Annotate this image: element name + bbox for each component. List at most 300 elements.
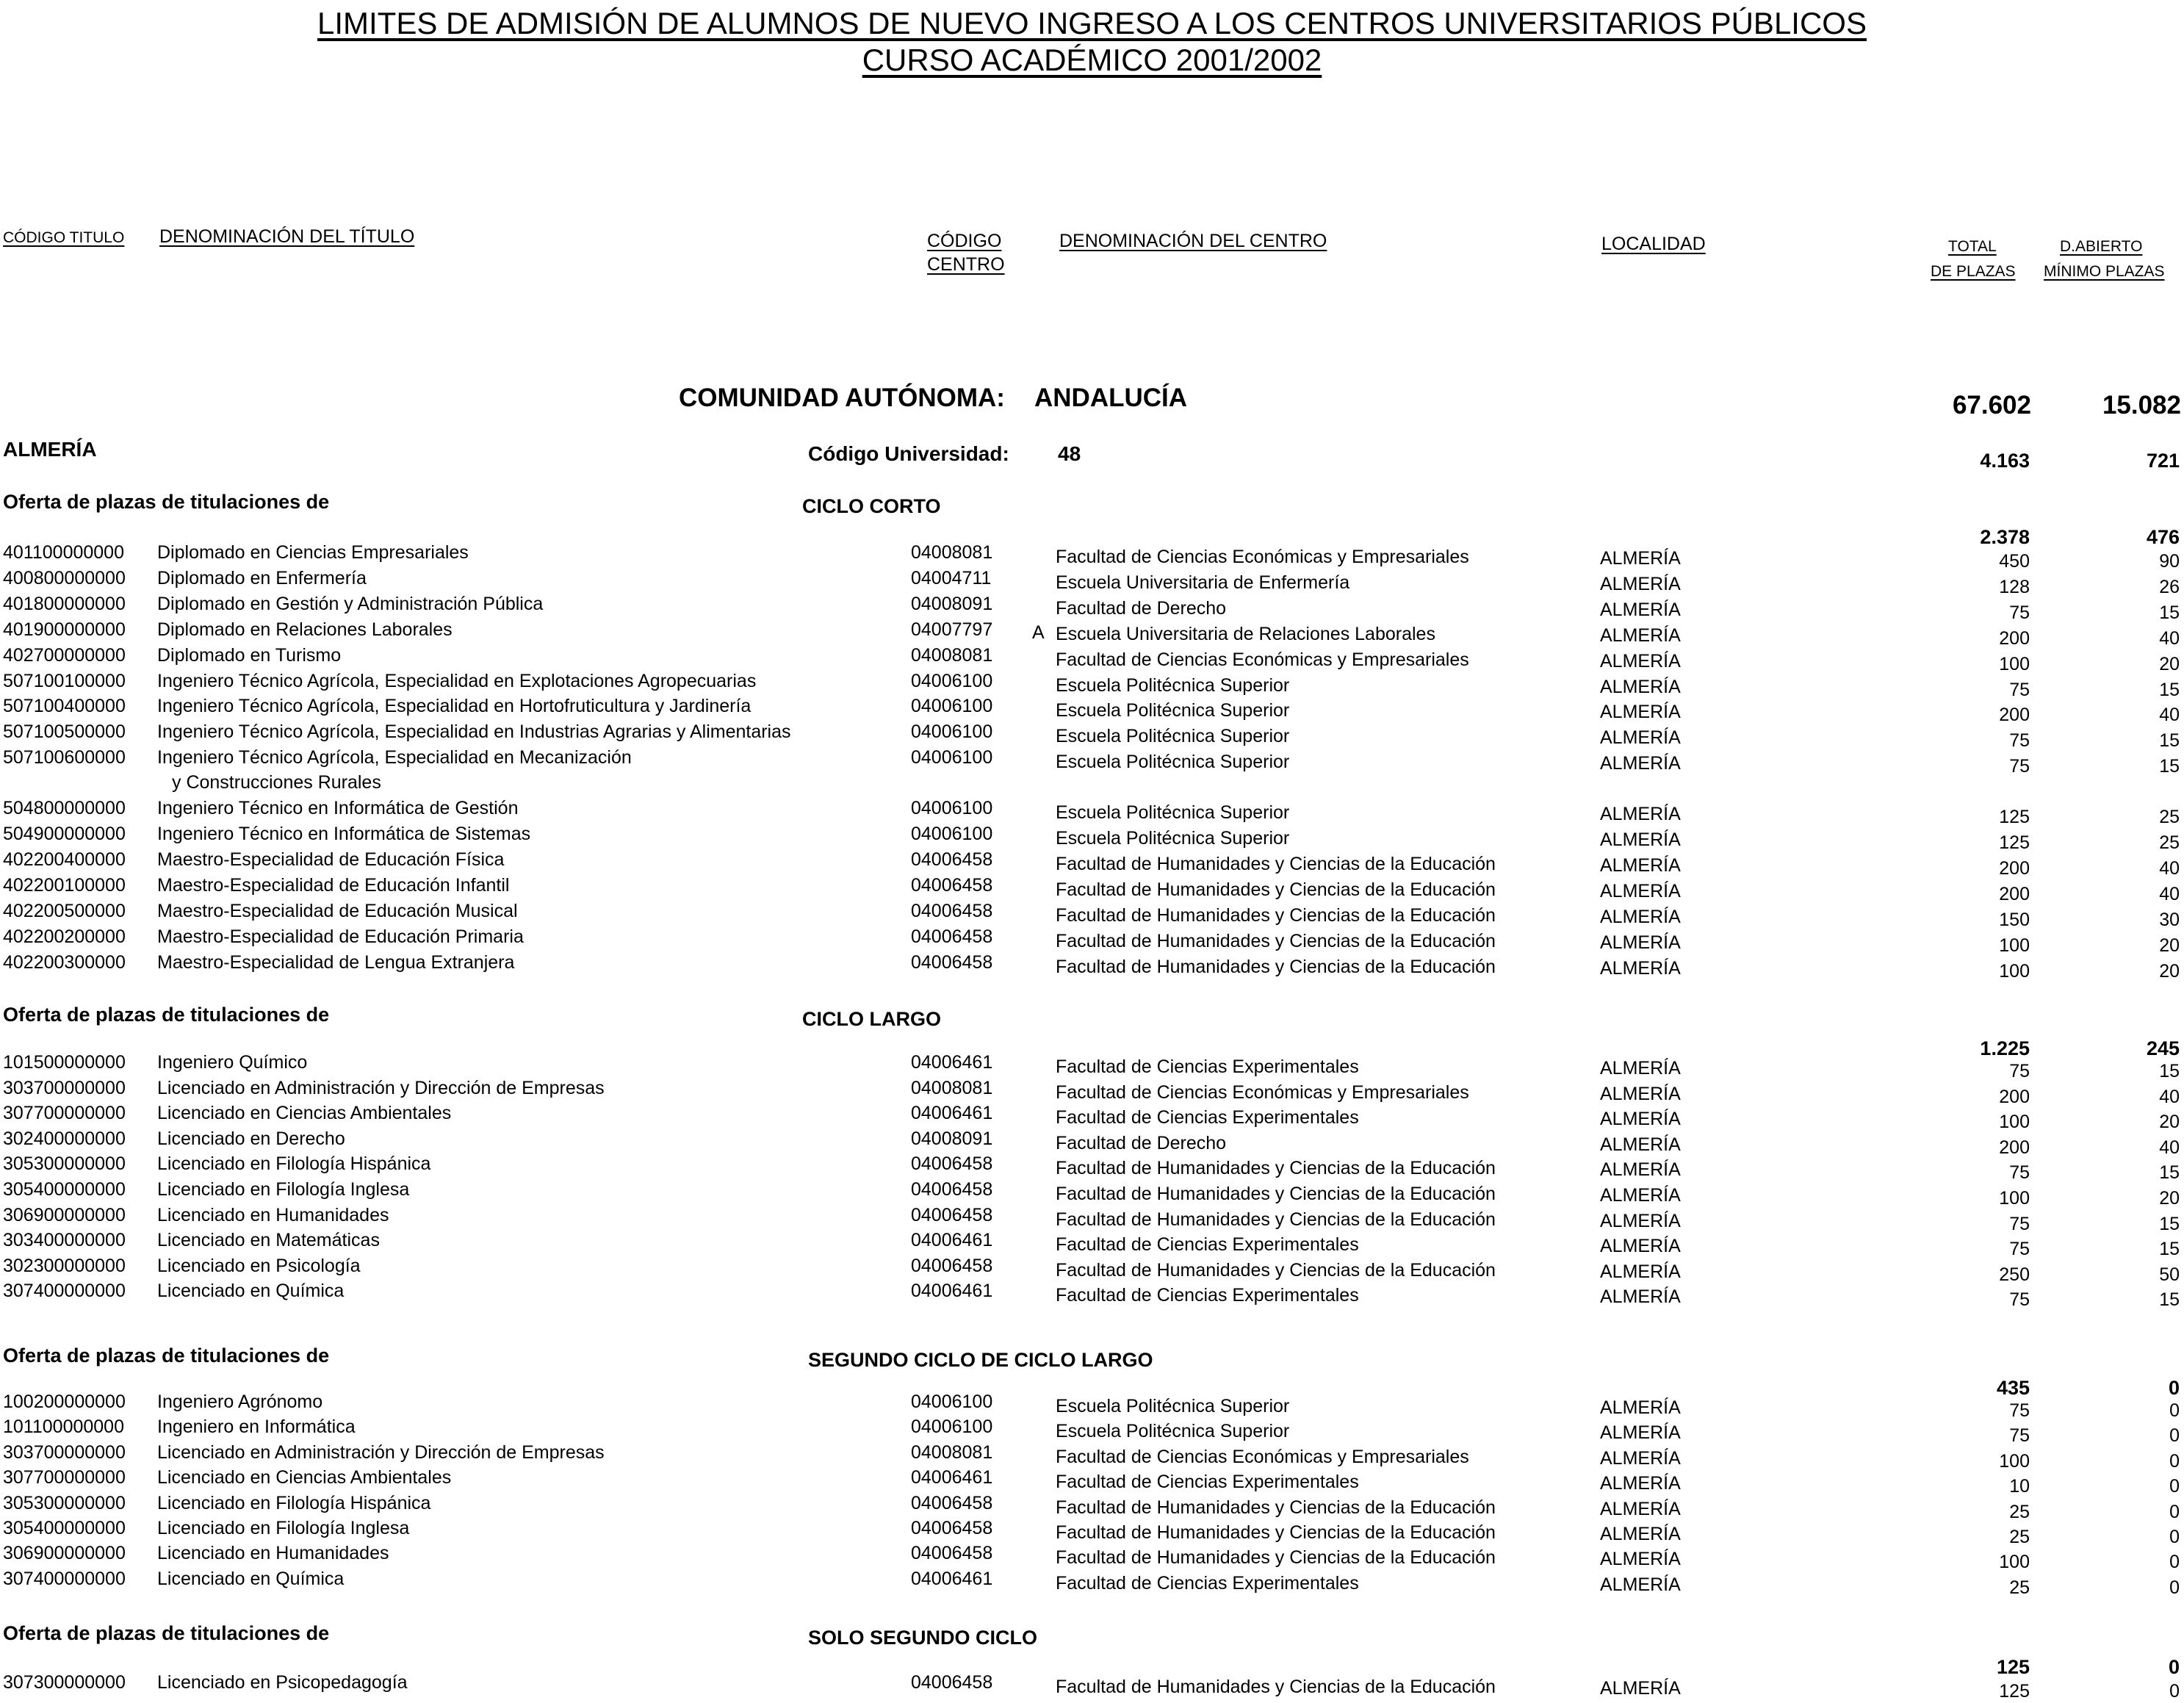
centro-code: 04006461 <box>911 1103 993 1124</box>
total-plazas: 100 <box>1999 1450 2030 1472</box>
centro-name: Facultad de Humanidades y Ciencias de la Educación <box>1056 1522 1496 1543</box>
minimo-plazas: 20 <box>2159 960 2180 982</box>
titulo-name: Licenciado en Humanidades <box>157 1204 389 1225</box>
total-plazas: 75 <box>2009 730 2030 752</box>
table-row <box>0 1281 2184 1311</box>
centro-code: 04008091 <box>911 1128 993 1149</box>
centro-name: Escuela Universitaria de Enfermería <box>1056 572 1350 593</box>
titulo-name: Ingeniero en Informática <box>157 1416 356 1438</box>
centro-code: 04006100 <box>911 824 993 844</box>
titulo-code: 307300000000 <box>3 1672 126 1693</box>
minimo-plazas: 20 <box>2159 935 2180 956</box>
minimo-plazas: 15 <box>2159 1061 2180 1081</box>
localidad: ALMERÍA <box>1600 599 1681 620</box>
titulo-code: 401800000000 <box>3 593 126 614</box>
centro-name: Facultad de Humanidades y Ciencias de la Educación <box>1056 853 1496 874</box>
minimo-plazas: 0 <box>2169 1501 2180 1522</box>
centro-code: 04008081 <box>911 1441 993 1463</box>
minimo-plazas: 0 <box>2169 1425 2180 1447</box>
table-row <box>0 1077 2184 1107</box>
titulo-code: 306900000000 <box>3 1543 126 1564</box>
minimo-plazas: 0 <box>2169 1577 2180 1598</box>
centro-name: Facultad de Derecho <box>1056 597 1227 619</box>
minimo-plazas: 40 <box>2159 857 2180 879</box>
titulo-code: 303700000000 <box>3 1441 126 1463</box>
centro-name: Escuela Politécnica Superior <box>1056 700 1290 721</box>
titulo-code: 305400000000 <box>3 1179 126 1200</box>
total-plazas: 200 <box>1999 627 2030 649</box>
localidad: ALMERÍA <box>1600 1236 1681 1257</box>
centro-code: 04006461 <box>911 1052 993 1073</box>
centro-code: 04006458 <box>911 874 993 896</box>
localidad: ALMERÍA <box>1600 1397 1681 1418</box>
centro-code: 04006458 <box>911 1255 993 1276</box>
titulo-name: Licenciado en Filología Hispánica <box>157 1153 431 1175</box>
minimo-plazas: 26 <box>2159 576 2180 597</box>
table-row <box>0 1230 2184 1260</box>
total-plazas: 150 <box>1999 909 2030 930</box>
table-row <box>0 1128 2184 1158</box>
localidad: ALMERÍA <box>1600 1261 1681 1282</box>
localidad: ALMERÍA <box>1600 854 1681 876</box>
localidad: ALMERÍA <box>1600 676 1681 697</box>
section-minimo: 245 <box>2146 1037 2180 1059</box>
centro-name: Escuela Universitaria de Relaciones Laborales <box>1056 623 1435 644</box>
titulo-name: Ingeniero Técnico en Informática de Gestión <box>157 798 519 819</box>
centro-code: 04006458 <box>911 1204 993 1225</box>
minimo-plazas: 20 <box>2159 653 2180 674</box>
table-row <box>0 1204 2184 1234</box>
localidad: ALMERÍA <box>1600 1447 1681 1469</box>
titulo-code: 302400000000 <box>3 1128 126 1149</box>
universidad-minimo: 721 <box>2146 450 2180 472</box>
titulo-name: Licenciado en Química <box>157 1281 345 1302</box>
localidad: ALMERÍA <box>1600 702 1681 723</box>
table-row <box>0 593 2184 623</box>
total-plazas: 75 <box>2009 756 2030 777</box>
titulo-name: Licenciado en Química <box>157 1568 345 1589</box>
minimo-plazas: 40 <box>2159 883 2180 904</box>
centro-name: Facultad de Humanidades y Ciencias de la Educación <box>1056 1184 1496 1204</box>
section-ciclo: CICLO CORTO <box>802 495 941 517</box>
titulo-code: 401900000000 <box>3 619 126 640</box>
total-plazas: 100 <box>1999 960 2030 982</box>
minimo-plazas: 20 <box>2159 1112 2180 1133</box>
titulo-code: 307400000000 <box>3 1281 126 1302</box>
header-centro: CENTRO <box>927 254 1005 275</box>
minimo-plazas: 15 <box>2159 1213 2180 1234</box>
minimo-plazas: 15 <box>2159 1162 2180 1184</box>
table-row <box>0 1543 2184 1573</box>
centro-code: 04006461 <box>911 1230 993 1251</box>
localidad: ALMERÍA <box>1600 1498 1681 1519</box>
centro-code: 04006458 <box>911 1672 993 1693</box>
universidad-name: ALMERÍA <box>3 438 97 461</box>
titulo-name: Licenciado en Ciencias Ambientales <box>157 1103 452 1124</box>
centro-code: 04006458 <box>911 1543 993 1564</box>
total-plazas: 128 <box>1999 576 2030 597</box>
total-plazas: 75 <box>2009 1061 2030 1081</box>
localidad: ALMERÍA <box>1600 1134 1681 1155</box>
centro-code: 04008081 <box>911 542 993 563</box>
table-row <box>0 849 2184 879</box>
total-plazas: 75 <box>2009 1289 2030 1311</box>
total-plazas: 200 <box>1999 705 2030 726</box>
minimo-plazas: 90 <box>2159 551 2180 572</box>
centro-code: 04006458 <box>911 900 993 921</box>
centro-name: Facultad de Ciencias Experimentales <box>1056 1572 1359 1594</box>
localidad: ALMERÍA <box>1600 548 1681 569</box>
minimo-plazas: 15 <box>2159 1239 2180 1260</box>
centro-code: 04006458 <box>911 1179 993 1200</box>
total-plazas: 250 <box>1999 1264 2030 1285</box>
titulo-code: 400800000000 <box>3 567 126 588</box>
centro-name: Escuela Politécnica Superior <box>1056 828 1290 849</box>
table-row <box>0 1391 2184 1421</box>
titulo-name: Licenciado en Filología Inglesa <box>157 1179 410 1200</box>
table-row <box>0 747 2184 793</box>
titulo-name: Maestro-Especialidad de Educación Musical <box>157 900 518 921</box>
centro-code: 04006458 <box>911 1492 993 1513</box>
titulo-code: 401100000000 <box>3 542 124 563</box>
localidad: ALMERÍA <box>1600 1286 1681 1308</box>
table-row <box>0 1179 2184 1209</box>
localidad: ALMERÍA <box>1600 624 1681 646</box>
table-row <box>0 1255 2184 1285</box>
centro-name: Facultad de Humanidades y Ciencias de la Educación <box>1056 1497 1496 1518</box>
section-total: 125 <box>1996 1656 2030 1678</box>
centro-name: Escuela Politécnica Superior <box>1056 1396 1290 1416</box>
titulo-name-cont: y Construcciones Rurales <box>172 772 381 793</box>
titulo-code: 101100000000 <box>3 1416 124 1438</box>
header-dabierto: D.ABIERTO <box>2060 238 2143 255</box>
centro-code: 04006461 <box>911 1281 993 1302</box>
total-plazas: 100 <box>1999 1552 2030 1573</box>
minimo-plazas: 40 <box>2159 1086 2180 1107</box>
titulo-name: Diplomado en Relaciones Laborales <box>157 619 453 640</box>
section-total: 435 <box>1996 1377 2030 1399</box>
table-row <box>0 1103 2184 1133</box>
titulo-name: Licenciado en Ciencias Ambientales <box>157 1467 452 1488</box>
centro-code: 04006100 <box>911 1416 993 1438</box>
table-row <box>0 567 2184 597</box>
centro-name: Escuela Politécnica Superior <box>1056 674 1290 696</box>
centro-name: Facultad de Ciencias Económicas y Empresariales <box>1056 649 1469 670</box>
centro-code: 04004711 <box>911 567 992 588</box>
centro-code: 04008091 <box>911 593 993 614</box>
localidad: ALMERÍA <box>1600 1210 1681 1231</box>
section-minimo: 476 <box>2146 526 2180 548</box>
minimo-plazas: 25 <box>2159 832 2180 853</box>
minimo-plazas: 50 <box>2159 1264 2180 1285</box>
titulo-name: Licenciado en Matemáticas <box>157 1230 380 1251</box>
header-codigo-titulo: CÓDIGO TITULO <box>3 229 125 246</box>
section-label: Oferta de plazas de titulaciones de <box>3 1004 330 1026</box>
localidad: ALMERÍA <box>1600 1678 1681 1699</box>
total-plazas: 75 <box>2009 602 2030 623</box>
table-row <box>0 670 2184 700</box>
localidad: ALMERÍA <box>1600 880 1681 901</box>
total-plazas: 200 <box>1999 1137 2030 1158</box>
table-row <box>0 1518 2184 1547</box>
centro-name: Facultad de Ciencias Experimentales <box>1056 1285 1359 1306</box>
titulo-name: Ingeniero Químico <box>157 1052 308 1073</box>
comunidad-label: COMUNIDAD AUTÓNOMA: <box>679 384 1005 412</box>
table-row <box>0 1052 2184 1081</box>
localidad: ALMERÍA <box>1600 573 1681 594</box>
header-total: TOTAL <box>1948 238 1997 255</box>
titulo-name: Maestro-Especialidad de Lengua Extranjera <box>157 951 515 973</box>
table-row <box>0 798 2184 828</box>
titulo-name: Ingeniero Técnico Agrícola, Especialidad en Industrias Agrarias y Alimentarias <box>157 721 791 743</box>
titulo-name: Licenciado en Psicopedagogía <box>157 1672 408 1693</box>
localidad: ALMERÍA <box>1600 1473 1681 1494</box>
centro-flag: A <box>1032 622 1045 643</box>
centro-name: Facultad de Ciencias Económicas y Empresariales <box>1056 547 1469 567</box>
total-plazas: 125 <box>1999 1681 2030 1702</box>
localidad: ALMERÍA <box>1600 932 1681 953</box>
minimo-plazas: 0 <box>2169 1450 2180 1472</box>
table-row <box>0 874 2184 904</box>
centro-name: Escuela Politécnica Superior <box>1056 802 1290 824</box>
total-plazas: 200 <box>1999 883 2030 904</box>
centro-name: Escuela Politécnica Superior <box>1056 726 1290 747</box>
titulo-name: Licenciado en Filología Hispánica <box>157 1492 431 1513</box>
titulo-code: 504900000000 <box>3 824 126 844</box>
localidad: ALMERÍA <box>1600 1422 1681 1444</box>
centro-name: Facultad de Ciencias Económicas y Empresariales <box>1056 1446 1469 1467</box>
centro-name: Facultad de Humanidades y Ciencias de la Educación <box>1056 956 1496 977</box>
centro-name: Facultad de Humanidades y Ciencias de la Educación <box>1056 1547 1496 1569</box>
localidad: ALMERÍA <box>1600 650 1681 672</box>
centro-code: 04008081 <box>911 1077 993 1098</box>
table-row <box>0 926 2184 956</box>
centro-name: Facultad de Humanidades y Ciencias de la Educación <box>1056 1259 1496 1281</box>
centro-code: 04006461 <box>911 1467 993 1488</box>
total-plazas: 200 <box>1999 1086 2030 1107</box>
titulo-code: 305300000000 <box>3 1492 126 1513</box>
section-total: 1.225 <box>1980 1037 2030 1059</box>
localidad: ALMERÍA <box>1600 906 1681 927</box>
titulo-code: 307700000000 <box>3 1467 126 1488</box>
titulo-name: Maestro-Especialidad de Educación Infantil <box>157 874 510 896</box>
table-row <box>0 721 2184 752</box>
titulo-code: 307700000000 <box>3 1103 126 1124</box>
centro-code: 04006100 <box>911 747 993 768</box>
titulo-code: 306900000000 <box>3 1204 126 1225</box>
centro-code: 04006458 <box>911 1518 993 1538</box>
universidad-code: 48 <box>1058 442 1081 465</box>
total-plazas: 100 <box>1999 1188 2030 1209</box>
total-plazas: 450 <box>1999 551 2030 572</box>
table-row <box>0 900 2184 930</box>
centro-code: 04006458 <box>911 849 993 870</box>
section-minimo: 0 <box>2168 1656 2180 1678</box>
table-row <box>0 824 2184 853</box>
document-subtitle: CURSO ACADÉMICO 2001/2002 <box>862 43 1322 77</box>
centro-code: 04006100 <box>911 798 993 819</box>
titulo-name: Diplomado en Enfermería <box>157 567 367 588</box>
localidad: ALMERÍA <box>1600 829 1681 850</box>
total-plazas: 75 <box>2009 1239 2030 1260</box>
header-minimo-plazas: MÍNIMO PLAZAS <box>2044 263 2165 280</box>
centro-name: Facultad de Derecho <box>1056 1132 1227 1153</box>
minimo-plazas: 40 <box>2159 705 2180 726</box>
total-plazas: 10 <box>2009 1476 2030 1497</box>
centro-name: Facultad de Ciencias Experimentales <box>1056 1056 1359 1077</box>
titulo-code: 402700000000 <box>3 644 126 666</box>
titulo-code: 303400000000 <box>3 1230 126 1251</box>
table-row <box>0 542 2184 572</box>
section-ciclo: SOLO SEGUNDO CICLO <box>808 1627 1038 1649</box>
total-plazas: 75 <box>2009 679 2030 700</box>
table-row <box>0 619 2184 649</box>
titulo-name: Ingeniero Agrónomo <box>157 1391 323 1412</box>
table-row <box>0 951 2184 982</box>
centro-code: 04006458 <box>911 1153 993 1175</box>
centro-code: 04006461 <box>911 1568 993 1589</box>
section-ciclo: SEGUNDO CICLO DE CICLO LARGO <box>808 1349 1153 1371</box>
titulo-name: Ingeniero Técnico Agrícola, Especialidad en Hortofruticultura y Jardinería <box>157 696 752 717</box>
titulo-name: Licenciado en Administración y Dirección de Empresas <box>157 1441 605 1463</box>
section-label: Oferta de plazas de titulaciones de <box>3 1344 330 1367</box>
minimo-plazas: 0 <box>2169 1476 2180 1497</box>
centro-name: Escuela Politécnica Superior <box>1056 1421 1290 1442</box>
centro-name: Facultad de Humanidades y Ciencias de la Educación <box>1056 904 1496 926</box>
total-plazas: 100 <box>1999 653 2030 674</box>
centro-name: Facultad de Ciencias Experimentales <box>1056 1472 1359 1493</box>
titulo-code: 402200100000 <box>3 874 126 896</box>
titulo-code: 305300000000 <box>3 1153 126 1175</box>
total-plazas: 75 <box>2009 1400 2030 1421</box>
minimo-plazas: 40 <box>2159 627 2180 649</box>
section-total: 2.378 <box>1980 526 2030 548</box>
localidad: ALMERÍA <box>1600 1524 1681 1544</box>
comunidad-minimo: 15.082 <box>2102 391 2181 420</box>
section-ciclo: CICLO LARGO <box>802 1008 941 1030</box>
titulo-name: Licenciado en Derecho <box>157 1128 345 1149</box>
minimo-plazas: 15 <box>2159 1289 2180 1311</box>
header-denominacion-centro: DENOMINACIÓN DEL CENTRO <box>1059 231 1327 251</box>
section-minimo: 0 <box>2168 1377 2180 1399</box>
titulo-code: 305400000000 <box>3 1518 126 1538</box>
localidad: ALMERÍA <box>1600 1574 1681 1595</box>
titulo-code: 402200400000 <box>3 849 126 870</box>
localidad: ALMERÍA <box>1600 1185 1681 1206</box>
centro-name: Escuela Politécnica Superior <box>1056 752 1290 773</box>
centro-name: Facultad de Humanidades y Ciencias de la Educación <box>1056 1209 1496 1230</box>
minimo-plazas: 0 <box>2169 1400 2180 1421</box>
centro-name: Facultad de Ciencias Experimentales <box>1056 1107 1359 1128</box>
localidad: ALMERÍA <box>1600 1549 1681 1570</box>
minimo-plazas: 20 <box>2159 1188 2180 1209</box>
total-plazas: 75 <box>2009 1425 2030 1447</box>
titulo-code: 101500000000 <box>3 1052 126 1073</box>
table-row <box>0 1492 2184 1522</box>
universidad-code-label: Código Universidad: <box>808 442 1009 465</box>
centro-code: 04006458 <box>911 951 993 973</box>
titulo-name: Ingeniero Técnico en Informática de Sistemas <box>157 824 531 844</box>
section-label: Oferta de plazas de titulaciones de <box>3 491 330 513</box>
centro-name: Facultad de Humanidades y Ciencias de la Educación <box>1056 879 1496 900</box>
minimo-plazas: 0 <box>2169 1552 2180 1573</box>
titulo-name: Licenciado en Administración y Dirección de Empresas <box>157 1077 605 1098</box>
total-plazas: 25 <box>2009 1501 2030 1522</box>
titulo-code: 302300000000 <box>3 1255 126 1276</box>
titulo-name: Diplomado en Turismo <box>157 644 342 666</box>
table-row <box>0 1416 2184 1447</box>
centro-code: 04007797 <box>911 619 993 640</box>
localidad: ALMERÍA <box>1600 1083 1681 1104</box>
centro-name: Facultad de Ciencias Económicas y Empresariales <box>1056 1081 1469 1103</box>
titulo-code: 402200500000 <box>3 900 126 921</box>
centro-code: 04006100 <box>911 721 993 743</box>
titulo-name: Maestro-Especialidad de Educación Primaria <box>157 926 524 947</box>
minimo-plazas: 25 <box>2159 807 2180 828</box>
table-row <box>0 1441 2184 1472</box>
centro-code: 04006100 <box>911 696 993 717</box>
total-plazas: 75 <box>2009 1162 2030 1184</box>
header-de-plazas: DE PLAZAS <box>1931 263 2016 280</box>
centro-name: Facultad de Humanidades y Ciencias de la Educación <box>1056 1158 1496 1179</box>
localidad: ALMERÍA <box>1600 753 1681 774</box>
universidad-total: 4.163 <box>1980 450 2030 472</box>
minimo-plazas: 15 <box>2159 730 2180 752</box>
minimo-plazas: 0 <box>2169 1527 2180 1547</box>
table-row <box>0 1672 2184 1702</box>
total-plazas: 100 <box>1999 1112 2030 1133</box>
titulo-code: 303700000000 <box>3 1077 126 1098</box>
centro-code: 04006100 <box>911 1391 993 1412</box>
comunidad-name: ANDALUCÍA <box>1034 384 1188 412</box>
total-plazas: 125 <box>1999 832 2030 853</box>
total-plazas: 200 <box>1999 857 2030 879</box>
total-plazas: 75 <box>2009 1213 2030 1234</box>
titulo-code: 100200000000 <box>3 1391 126 1412</box>
centro-code: 04008081 <box>911 644 993 666</box>
table-row <box>0 696 2184 726</box>
document-title: LIMITES DE ADMISIÓN DE ALUMNOS DE NUEVO INGRESO A LOS CENTROS UNIVERSITARIOS PÚBLICOS <box>317 6 1867 40</box>
titulo-code: 507100500000 <box>3 721 126 743</box>
titulo-code: 507100600000 <box>3 747 126 768</box>
titulo-code: 307400000000 <box>3 1568 126 1589</box>
comunidad-total: 67.602 <box>1952 391 2031 420</box>
titulo-name: Licenciado en Humanidades <box>157 1543 389 1564</box>
localidad: ALMERÍA <box>1600 804 1681 825</box>
titulo-name: Diplomado en Ciencias Empresariales <box>157 542 469 563</box>
titulo-code: 504800000000 <box>3 798 126 819</box>
total-plazas: 100 <box>1999 935 2030 956</box>
centro-name: Facultad de Ciencias Experimentales <box>1056 1234 1359 1256</box>
table-row <box>0 1568 2184 1598</box>
centro-code: 04006100 <box>911 670 993 691</box>
table-row <box>0 644 2184 674</box>
titulo-code: 402200300000 <box>3 951 126 973</box>
header-localidad: LOCALIDAD <box>1601 234 1706 254</box>
titulo-name: Licenciado en Psicología <box>157 1255 361 1276</box>
total-plazas: 25 <box>2009 1577 2030 1598</box>
minimo-plazas: 30 <box>2159 909 2180 930</box>
titulo-name: Ingeniero Técnico Agrícola, Especialidad en Explotaciones Agropecuarias <box>157 670 757 691</box>
titulo-code: 507100400000 <box>3 696 126 717</box>
minimo-plazas: 15 <box>2159 602 2180 623</box>
total-plazas: 125 <box>1999 807 2030 828</box>
centro-name: Facultad de Humanidades y Ciencias de la Educación <box>1056 1677 1496 1697</box>
localidad: ALMERÍA <box>1600 727 1681 749</box>
localidad: ALMERÍA <box>1600 957 1681 979</box>
table-row <box>0 1153 2184 1184</box>
titulo-code: 507100100000 <box>3 670 126 691</box>
